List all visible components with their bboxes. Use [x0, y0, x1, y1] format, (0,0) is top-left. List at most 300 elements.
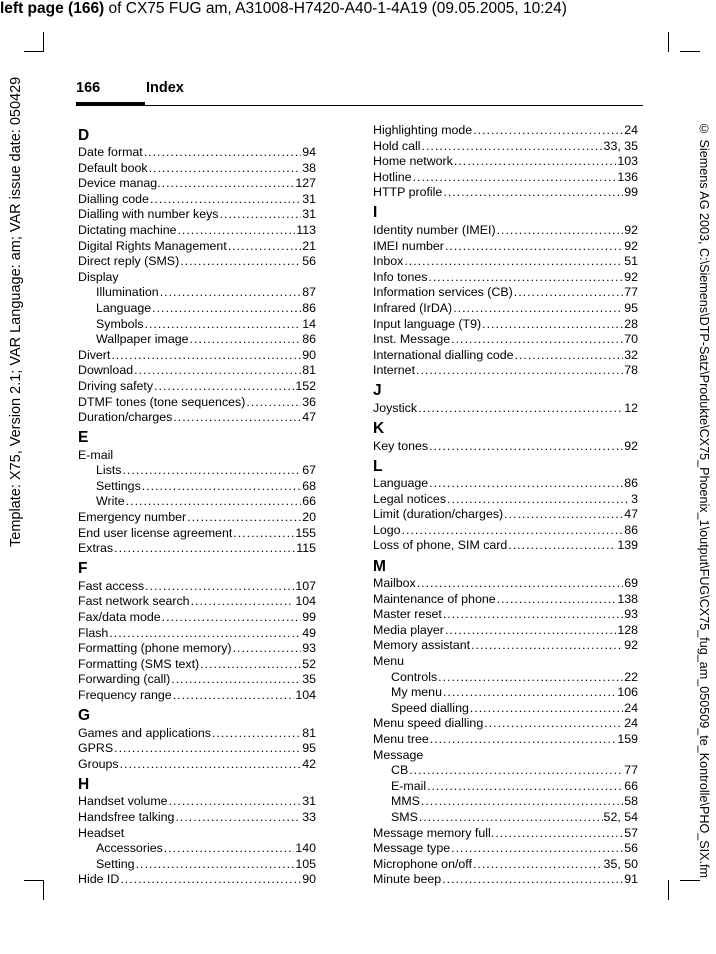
leader-dots	[114, 541, 295, 557]
index-page-ref: 140	[295, 841, 316, 856]
index-entry	[373, 476, 638, 492]
index-entry	[78, 641, 316, 657]
leader-dots	[122, 463, 301, 479]
index-page-ref: 99	[302, 610, 316, 625]
index-term: Wallpaper image	[96, 332, 189, 347]
index-entry	[373, 492, 638, 508]
crop-mark	[24, 51, 44, 52]
index-entry	[78, 626, 316, 642]
index-page-ref: 20	[302, 510, 316, 525]
index-page-ref: 113	[296, 222, 316, 237]
leader-dots	[200, 657, 301, 673]
index-subentry	[373, 685, 638, 701]
index-term: Flash	[78, 625, 109, 640]
index-entry	[373, 607, 638, 623]
index-page-ref: 90	[302, 872, 316, 887]
leader-dots	[442, 872, 623, 888]
index-entry	[78, 794, 316, 810]
leader-dots	[443, 685, 616, 701]
leader-dots	[160, 285, 302, 301]
index-page-ref: 92	[624, 438, 638, 453]
index-entry	[78, 363, 316, 379]
index-term: International dialling code	[373, 347, 514, 362]
index-entry	[373, 872, 638, 888]
index-term: Hotline	[373, 169, 412, 184]
index-page-ref: 38	[302, 160, 316, 175]
crop-mark	[668, 880, 669, 900]
leader-dots	[417, 576, 624, 592]
index-letter-heading: M	[373, 557, 386, 575]
leader-dots	[171, 672, 301, 688]
index-page-ref: 93	[302, 641, 316, 656]
index-page-ref: 35	[302, 672, 316, 687]
index-entry	[373, 123, 638, 139]
index-group-heading	[78, 448, 316, 464]
leader-dots	[191, 594, 295, 610]
index-term: Illumination	[96, 285, 159, 300]
index-term: Formatting (phone memory)	[78, 641, 232, 656]
index-subentry	[78, 841, 316, 857]
index-page-ref: 35, 50	[603, 856, 638, 871]
index-subentry	[373, 763, 638, 779]
leader-dots	[190, 332, 302, 348]
index-page-ref: 57	[624, 825, 638, 840]
index-term: Limit (duration/charges)	[373, 507, 504, 522]
leader-dots	[212, 726, 301, 742]
index-entry	[78, 395, 316, 411]
index-entry	[78, 657, 316, 673]
index-entry	[78, 161, 316, 177]
index-term: DTMF tones (tone sequences)	[78, 394, 246, 409]
index-page-ref: 70	[624, 332, 638, 347]
index-term: Groups	[78, 756, 119, 771]
leader-dots	[508, 538, 616, 554]
index-page-ref: 81	[302, 363, 316, 378]
index-term: Media player	[373, 622, 444, 637]
index-page-ref: 127	[295, 176, 316, 191]
index-term: Speed dialling	[391, 700, 469, 715]
index-column-left	[78, 123, 316, 888]
leader-dots	[173, 410, 301, 426]
index-page-ref: 115	[296, 541, 316, 556]
leader-dots	[429, 439, 623, 455]
index-term: Fax/data mode	[78, 610, 161, 625]
index-subentry	[78, 317, 316, 333]
index-term: IMEI number	[373, 238, 444, 253]
leader-dots	[470, 701, 623, 717]
index-page-ref: 90	[302, 347, 316, 362]
index-page-ref: 93	[624, 607, 638, 622]
index-term: Menu tree	[373, 732, 429, 746]
index-letter-heading: D	[78, 126, 90, 144]
leader-dots	[142, 479, 301, 495]
leader-dots	[453, 301, 623, 317]
index-entry	[373, 285, 638, 301]
index-page-ref: 33, 35	[603, 138, 638, 153]
index-term: Games and applications	[78, 725, 211, 740]
index-page-ref: 47	[624, 507, 638, 522]
leader-dots	[109, 626, 301, 642]
index-term: CB	[391, 763, 409, 778]
index-entry	[78, 810, 316, 826]
index-page-ref: 139	[617, 538, 638, 553]
leader-dots	[451, 332, 623, 348]
index-term: Fast access	[78, 578, 145, 593]
index-term: Home network	[373, 154, 453, 169]
index-entry	[373, 270, 638, 286]
leader-dots	[445, 239, 623, 255]
leader-dots	[515, 348, 624, 364]
index-page-ref: 56	[624, 841, 638, 856]
index-term: Lists	[96, 463, 122, 478]
index-subentry	[373, 794, 638, 810]
index-letter-heading: G	[78, 707, 91, 725]
index-entry	[373, 523, 638, 539]
index-entry	[373, 154, 638, 170]
index-term: GPRS	[78, 741, 114, 756]
index-entry	[78, 872, 316, 888]
index-page-ref: 36	[302, 394, 316, 409]
leader-dots	[514, 285, 623, 301]
index-page-ref: 68	[302, 478, 316, 493]
leader-dots	[134, 363, 301, 379]
index-subentry	[373, 670, 638, 686]
index-page-ref: 31	[302, 794, 316, 809]
leader-dots	[120, 872, 301, 888]
index-term: Formatting (SMS text)	[78, 656, 200, 671]
index-entry	[373, 538, 638, 554]
index-page-ref: 31	[302, 191, 316, 206]
index-term: Message memory full.	[373, 825, 495, 840]
index-term: Message	[373, 747, 424, 762]
leader-dots	[445, 623, 616, 639]
index-term: Maintenance of phone	[373, 591, 496, 606]
leader-dots	[149, 161, 302, 177]
index-column-right	[373, 123, 638, 888]
index-letter-heading: F	[78, 560, 88, 578]
index-page-ref: 22	[624, 669, 638, 684]
index-subentry	[78, 463, 316, 479]
leader-dots	[154, 379, 294, 395]
index-page-ref: 86	[624, 476, 638, 491]
index-page-ref: 21	[302, 238, 316, 253]
index-page-ref: 152	[295, 378, 316, 393]
index-page-ref: 24	[624, 123, 638, 137]
index-entry	[78, 610, 316, 626]
index-page-ref: 104	[295, 688, 316, 702]
leader-dots	[120, 757, 302, 773]
index-entry	[373, 317, 638, 333]
leader-dots	[111, 348, 301, 364]
leader-dots	[145, 579, 294, 595]
index-term: Extras	[78, 541, 114, 556]
index-page-ref: 92	[624, 269, 638, 284]
index-term: Dialling with number keys	[78, 207, 219, 222]
leader-dots	[430, 732, 617, 748]
page-header	[76, 80, 184, 96]
index-term: Frequency range	[78, 688, 172, 702]
index-term: Handset volume	[78, 794, 168, 809]
index-page-ref: 103	[617, 154, 638, 169]
index-subentry	[78, 285, 316, 301]
index-page-ref: 12	[624, 400, 638, 415]
leader-dots	[438, 670, 623, 686]
index-entry	[78, 176, 316, 192]
leader-dots	[219, 207, 301, 223]
index-page-ref: 67	[302, 463, 316, 478]
leader-dots	[428, 270, 623, 286]
index-entry	[78, 526, 316, 542]
index-entry	[373, 223, 638, 239]
leader-dots	[145, 317, 302, 333]
index-term: Controls	[391, 669, 438, 684]
leader-dots	[482, 317, 623, 333]
index-page-ref: 87	[302, 285, 316, 300]
index-letter-heading: K	[373, 420, 385, 437]
leader-dots	[164, 841, 295, 857]
index-term: Mailbox	[373, 576, 416, 591]
index-term: Dictating machine	[78, 222, 177, 237]
leader-dots	[404, 254, 623, 270]
index-page-ref: 69	[624, 576, 638, 591]
leader-dots	[409, 763, 623, 779]
index-entry	[373, 439, 638, 455]
index-page-ref: 52, 54	[603, 809, 638, 824]
leader-dots	[504, 507, 623, 523]
index-term: Microphone on/off	[373, 856, 472, 871]
index-letter-heading: E	[78, 429, 89, 447]
index-page-ref: 136	[617, 169, 638, 184]
index-page-ref: 58	[624, 794, 638, 809]
index-term: Write	[96, 494, 125, 509]
index-entry	[373, 401, 638, 417]
copyright-path: © Siemens AG 2003, C:\Siemens\DTP-Satz\Produkte\CX75_Phoenix_1\output\FUG\CX75_fug_am_050509_te_Kontrolle\PHO_SIX.fm	[697, 122, 711, 879]
index-term: Digital Rights Management	[78, 238, 227, 253]
leader-dots	[454, 154, 616, 170]
index-page-ref: 33	[302, 809, 316, 824]
index-subentry	[78, 301, 316, 317]
leader-dots	[418, 401, 623, 417]
index-entry	[373, 826, 638, 842]
leader-dots	[162, 176, 295, 192]
leader-dots	[233, 641, 302, 657]
index-term: Memory assistant	[373, 638, 471, 653]
index-term: E-mail	[78, 447, 114, 462]
index-entry	[373, 716, 638, 732]
index-term: Direct reply (SMS)	[78, 254, 180, 269]
index-page-ref: 32	[624, 347, 638, 362]
index-term: Divert	[78, 347, 111, 362]
index-term: Headset	[78, 825, 125, 840]
index-page-ref: 77	[624, 763, 638, 778]
index-entry	[373, 254, 638, 270]
page-title: Index	[146, 80, 184, 96]
index-entry	[78, 410, 316, 426]
index-page-ref: 66	[624, 778, 638, 793]
leader-dots	[451, 841, 623, 857]
leader-dots	[497, 223, 624, 239]
index-page-ref: 14	[302, 316, 316, 331]
index-page-ref: 66	[302, 494, 316, 509]
index-subentry	[78, 332, 316, 348]
index-term: SMS	[391, 809, 418, 824]
index-term: Master reset	[373, 607, 442, 622]
leader-dots	[421, 794, 623, 810]
index-page-ref: 92	[624, 222, 638, 237]
index-page-ref: 28	[624, 316, 638, 331]
index-term: Settings	[96, 478, 141, 493]
index-entry	[78, 672, 316, 688]
index-page-ref: 86	[302, 332, 316, 347]
index-entry	[373, 592, 638, 608]
index-term: Loss of phone, SIM card	[373, 538, 508, 553]
index-term: Infrared (IrDA)	[373, 300, 453, 315]
index-page-ref: 99	[624, 185, 638, 200]
index-page-ref: 91	[624, 872, 638, 887]
index-page-ref: 95	[624, 300, 638, 315]
leader-dots	[413, 170, 617, 186]
crop-mark	[43, 32, 44, 52]
index-entry	[373, 841, 638, 857]
index-letter-heading: I	[373, 204, 378, 222]
index-term: Display	[78, 269, 119, 284]
index-letter-heading: J	[373, 382, 382, 400]
index-subentry	[78, 857, 316, 873]
index-term: Forwarding (call)	[78, 672, 171, 687]
index-term: Default book	[78, 160, 148, 175]
leader-dots	[473, 857, 603, 873]
index-page-ref: 77	[624, 285, 638, 300]
crop-mark	[668, 32, 669, 52]
index-term: MMS	[391, 794, 420, 809]
index-letter-heading: L	[373, 457, 383, 475]
index-entry	[78, 348, 316, 364]
index-term: Language	[373, 476, 429, 491]
index-entry	[78, 207, 316, 223]
index-term: Internet	[373, 363, 416, 378]
leader-dots	[484, 716, 623, 732]
index-term: Joystick	[373, 400, 418, 415]
index-page-ref: 31	[302, 207, 316, 222]
index-term: Inbox	[373, 254, 404, 269]
index-page-ref: 92	[624, 238, 638, 253]
index-entry	[373, 732, 638, 748]
index-page-ref: 107	[295, 578, 316, 593]
index-term: HTTP profile	[373, 185, 443, 200]
document-source-line	[0, 0, 567, 18]
index-term: Handsfree talking	[78, 809, 175, 824]
crop-mark	[680, 880, 700, 881]
index-entry	[373, 139, 638, 155]
index-entry	[373, 348, 638, 364]
leader-dots	[175, 810, 301, 826]
page-label: left page (166)	[0, 0, 105, 17]
index-page-ref: 3	[631, 491, 638, 506]
leader-dots	[447, 492, 630, 508]
index-term: Input language (T9)	[373, 316, 482, 331]
index-subentry	[78, 479, 316, 495]
leader-dots	[228, 239, 301, 255]
index-term: My menu	[391, 685, 442, 700]
index-page-ref: 159	[617, 732, 638, 746]
index-page-ref: 47	[302, 410, 316, 425]
index-entry	[373, 363, 638, 379]
index-term: Duration/charges	[78, 410, 173, 425]
leader-dots	[162, 610, 302, 626]
index-page-ref: 92	[624, 638, 638, 653]
leader-dots	[177, 223, 295, 239]
leader-dots	[144, 145, 301, 161]
index-page-ref: 42	[302, 756, 316, 771]
index-entry	[78, 510, 316, 526]
index-term: Legal notices	[373, 491, 447, 506]
index-term: Symbols	[96, 316, 144, 331]
header-rule	[76, 105, 643, 106]
index-term: Highlighting mode	[373, 123, 473, 137]
index-page-ref: 51	[624, 254, 638, 269]
leader-dots	[443, 607, 623, 623]
index-entry	[78, 541, 316, 557]
index-page-ref: 86	[624, 522, 638, 537]
index-entry	[78, 741, 316, 757]
index-subentry	[78, 494, 316, 510]
index-entry	[373, 301, 638, 317]
index-page-ref: 81	[302, 725, 316, 740]
index-term: Download	[78, 363, 134, 378]
index-entry	[78, 579, 316, 595]
index-term: Info tones	[373, 269, 428, 284]
index-subentry	[373, 701, 638, 717]
index-entry	[78, 192, 316, 208]
index-term: Minute beep	[373, 872, 442, 887]
leader-dots	[422, 139, 603, 155]
index-entry	[373, 170, 638, 186]
index-term: Information services (CB)	[373, 285, 513, 300]
index-term: Identity number (IMEI)	[373, 222, 496, 237]
leader-dots	[233, 526, 294, 542]
index-page-ref: 24	[624, 716, 638, 731]
index-term: Hold call	[373, 138, 421, 153]
index-entry	[373, 857, 638, 873]
leader-dots	[180, 254, 301, 270]
index-entry	[373, 185, 638, 201]
leader-dots	[419, 810, 603, 826]
index-entry	[373, 638, 638, 654]
index-page-ref: 24	[624, 700, 638, 715]
index-page-ref: 95	[302, 741, 316, 756]
index-entry	[78, 223, 316, 239]
index-entry	[78, 757, 316, 773]
index-subentry	[373, 810, 638, 826]
index-entry	[78, 594, 316, 610]
index-group-heading	[373, 748, 638, 764]
index-term: Setting	[96, 856, 135, 871]
index-page-ref: 105	[295, 856, 316, 871]
leader-dots	[136, 857, 295, 873]
index-entry	[373, 332, 638, 348]
index-entry	[78, 239, 316, 255]
index-page-ref: 52	[302, 656, 316, 671]
index-term: Hide ID	[78, 872, 120, 887]
index-term: Menu	[373, 654, 404, 669]
leader-dots	[497, 592, 617, 608]
index-page-ref: 106	[617, 685, 638, 700]
index-subentry	[373, 779, 638, 795]
index-page-ref: 86	[302, 300, 316, 315]
index-group-heading	[78, 270, 316, 286]
index-entry	[373, 576, 638, 592]
template-info: Template: X75, Version 2.1; VAR Language: am; VAR issue date: 050429	[8, 76, 24, 547]
